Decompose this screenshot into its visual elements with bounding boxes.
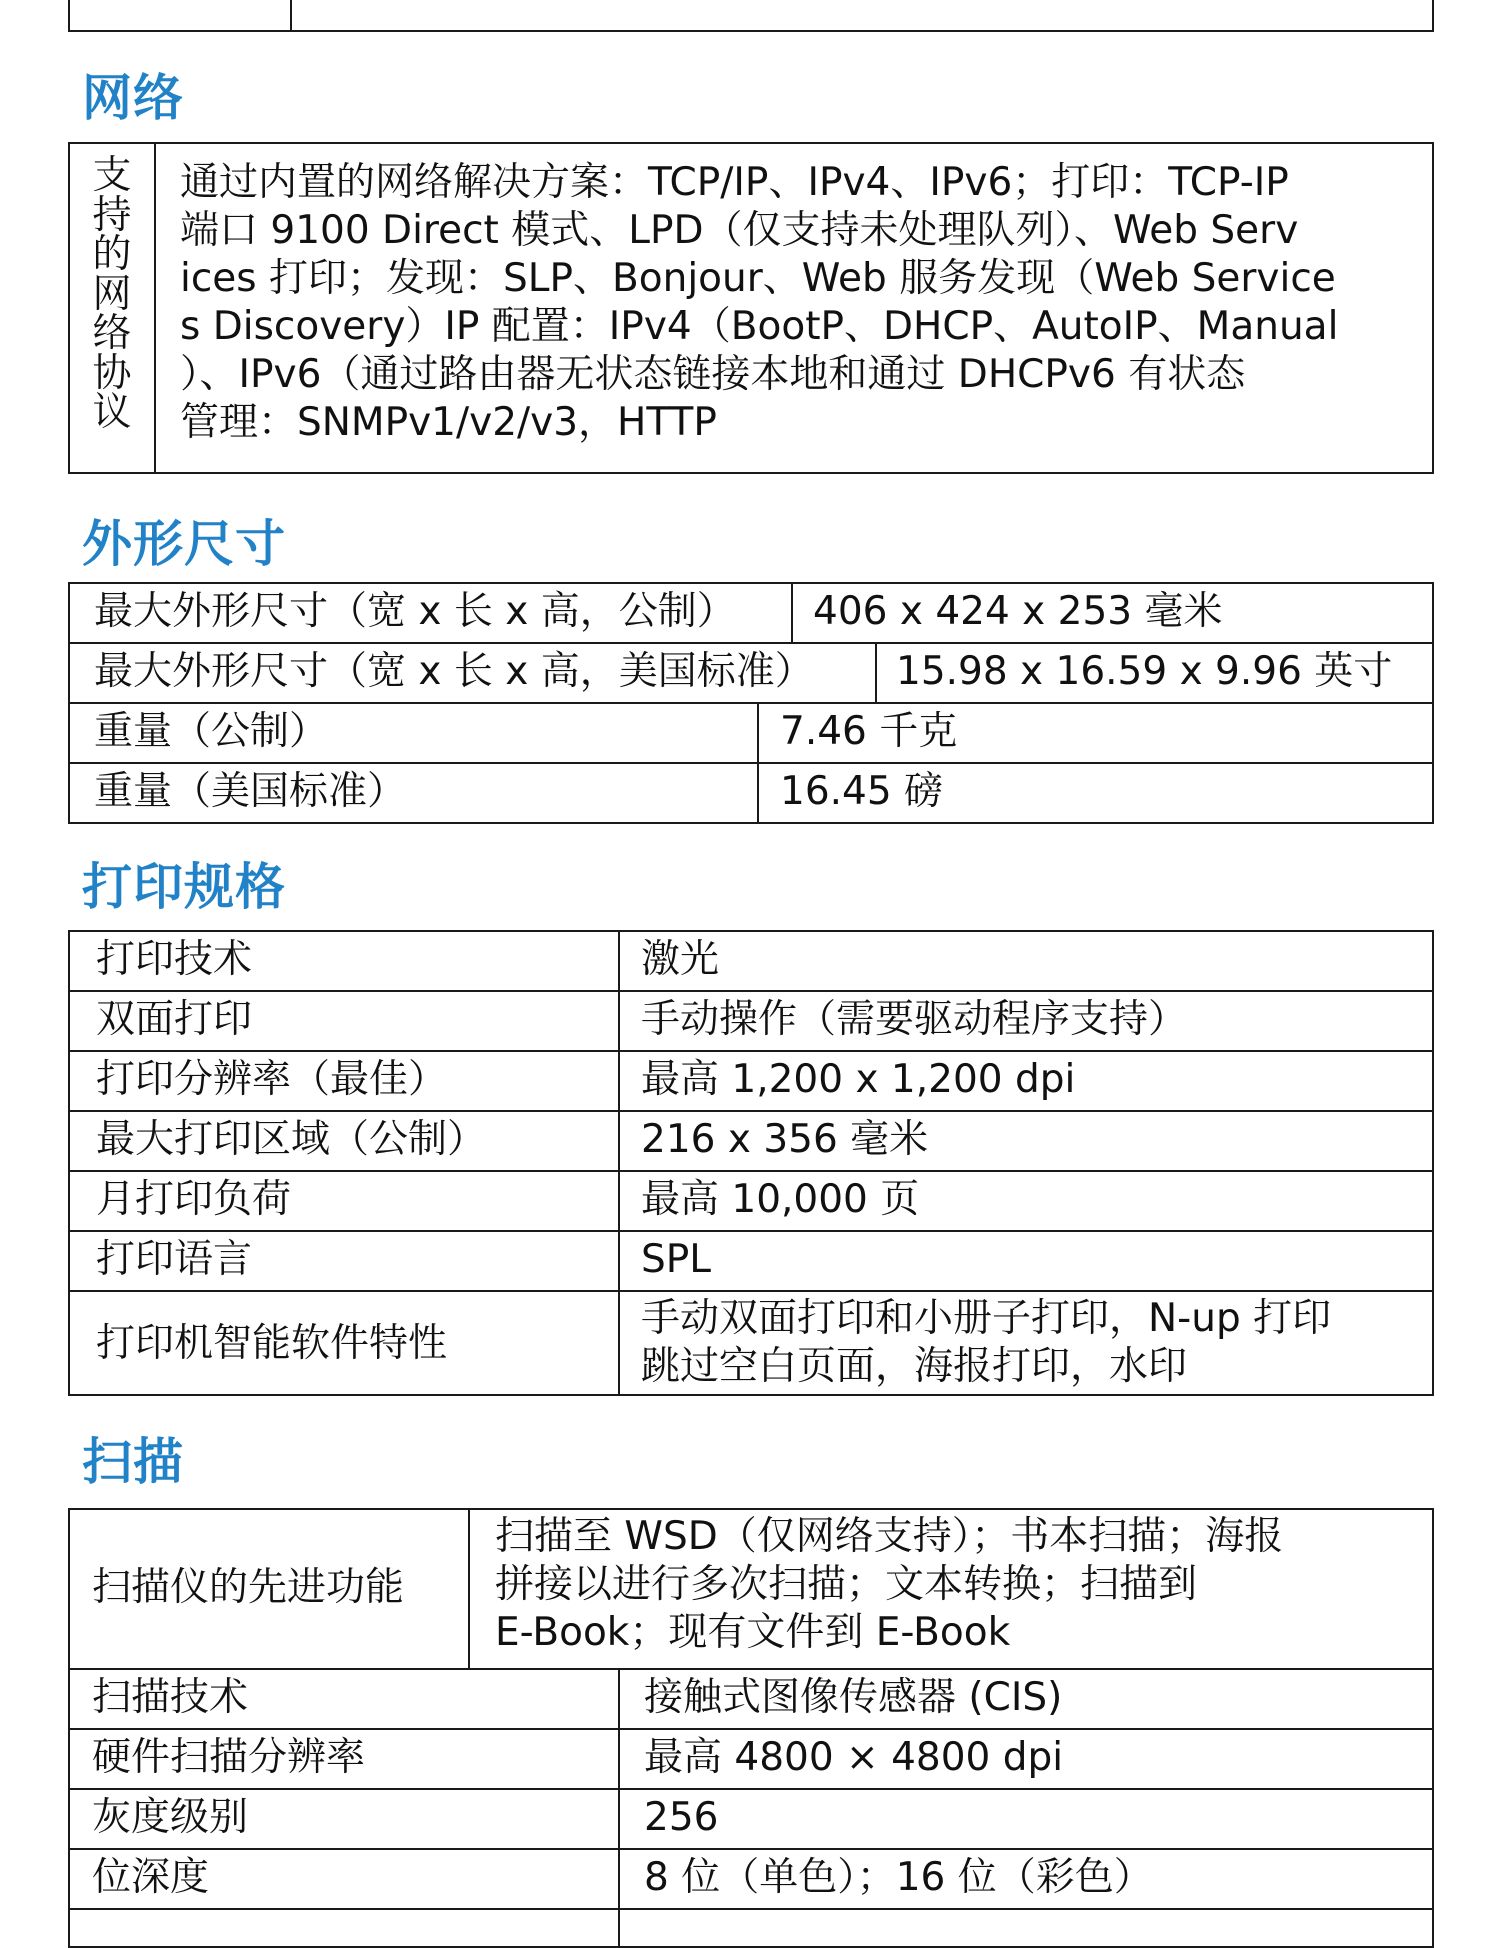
scan-label: 硬件扫描分辨率	[92, 1735, 366, 1780]
scan-value: 8 位（单色）；16 位（彩色）	[644, 1855, 1153, 1900]
scan-advanced-line: 扫描至 WSD（仅网络支持）；书本扫描；海报	[495, 1514, 1284, 1559]
label-char: 协	[92, 350, 132, 396]
row-divider	[68, 990, 1434, 992]
row-divider	[68, 1848, 1434, 1850]
col-divider	[618, 930, 620, 1396]
scan-label: 位深度	[92, 1855, 210, 1900]
scan-value: 最高 4800 × 4800 dpi	[644, 1735, 1064, 1780]
row-divider	[68, 1908, 1434, 1910]
scan-label: 扫描技术	[92, 1675, 249, 1720]
label-char: 络	[92, 311, 132, 356]
row-divider	[68, 642, 1434, 644]
print-value-line: 手动双面打印和小册子打印，N-up 打印	[641, 1296, 1332, 1341]
network-protocol-label	[70, 153, 154, 435]
label-char: 的	[92, 232, 132, 277]
print-label: 月打印负荷	[96, 1177, 292, 1222]
network-table-divider	[154, 142, 156, 474]
print-label: 打印技术	[96, 937, 253, 982]
print-label: 打印机智能软件特性	[96, 1321, 448, 1366]
dimension-label: 重量（公制）	[94, 709, 329, 754]
col-divider	[757, 702, 759, 824]
dimension-label: 最大外形尺寸（宽 x 长 x 高，公制）	[94, 589, 736, 634]
row-divider	[68, 1230, 1434, 1232]
print-value: 手动操作（需要驱动程序支持）	[641, 997, 1188, 1042]
label-char: 议	[92, 390, 132, 435]
scan-advanced-label: 扫描仪的先进功能	[92, 1565, 405, 1610]
row-divider	[68, 1050, 1434, 1052]
label-char: 支	[92, 153, 132, 198]
label-char: 网	[92, 271, 132, 317]
network-line: ices 打印；发现：SLP、Bonjour、Web 服务发现（Web Service	[180, 256, 1336, 301]
network-line: 管理：SNMPv1/v2/v3，HTTP	[180, 400, 717, 445]
dimension-value: 406 x 424 x 253 毫米	[813, 589, 1223, 634]
scan-advanced-line: E-Book；现有文件到 E-Book	[495, 1610, 1011, 1655]
col-divider	[618, 1668, 620, 1948]
scan-value: 接触式图像传感器 (CIS)	[644, 1675, 1063, 1720]
top-table-fragment	[68, 0, 1434, 32]
print-label: 打印语言	[96, 1237, 253, 1282]
dimension-label: 最大外形尺寸（宽 x 长 x 高，美国标准）	[94, 649, 814, 694]
print-value: 最高 10,000 页	[641, 1177, 920, 1222]
scan-label: 灰度级别	[92, 1795, 249, 1840]
dimension-value: 16.45 磅	[780, 769, 944, 814]
network-line: 通过内置的网络解决方案：TCP/IP、IPv4、IPv6；打印：TCP-IP	[180, 160, 1289, 205]
label-char: 持	[92, 192, 132, 238]
section-title-dimensions: 外形尺寸	[82, 515, 286, 573]
print-label: 双面打印	[96, 997, 253, 1042]
print-value: SPL	[641, 1237, 712, 1282]
print-value-line: 跳过空白页面，海报打印，水印	[641, 1344, 1188, 1389]
col-divider	[875, 642, 877, 702]
section-title-network: 网络	[82, 69, 184, 127]
row-divider	[68, 1788, 1434, 1790]
section-title-print: 打印规格	[82, 858, 286, 916]
row-divider	[68, 1728, 1434, 1730]
dimension-value: 15.98 x 16.59 x 9.96 英寸	[896, 649, 1393, 694]
print-label: 最大打印区域（公制）	[96, 1117, 487, 1162]
row-divider	[68, 762, 1434, 764]
col-divider	[791, 582, 793, 642]
row-divider	[68, 702, 1434, 704]
scan-value: 256	[644, 1795, 719, 1840]
print-label: 打印分辨率（最佳）	[96, 1057, 448, 1102]
network-line: 端口 9100 Direct 模式、LPD（仅支持未处理队列）、Web Serv	[180, 208, 1299, 253]
network-line: s Discovery）IP 配置：IPv4（BootP、DHCP、AutoIP、Manual	[180, 304, 1339, 349]
dimension-label: 重量（美国标准）	[94, 769, 407, 814]
row-divider	[68, 1290, 1434, 1292]
row-divider	[68, 1668, 1434, 1670]
scan-advanced-line: 拼接以进行多次扫描；文本转换；扫描到	[495, 1562, 1198, 1607]
network-protocol-value	[180, 160, 1428, 446]
top-table-divider	[290, 0, 292, 32]
section-title-scan: 扫描	[82, 1433, 184, 1491]
col-divider	[468, 1508, 470, 1668]
print-value: 激光	[641, 937, 720, 982]
dimension-value: 7.46 千克	[780, 709, 958, 754]
row-divider	[68, 1170, 1434, 1172]
print-value: 216 x 356 毫米	[641, 1117, 929, 1162]
row-divider	[68, 1110, 1434, 1112]
network-line: ）、IPv6（通过路由器无状态链接本地和通过 DHCPv6 有状态	[180, 352, 1246, 397]
print-value: 最高 1,200 x 1,200 dpi	[641, 1057, 1076, 1102]
